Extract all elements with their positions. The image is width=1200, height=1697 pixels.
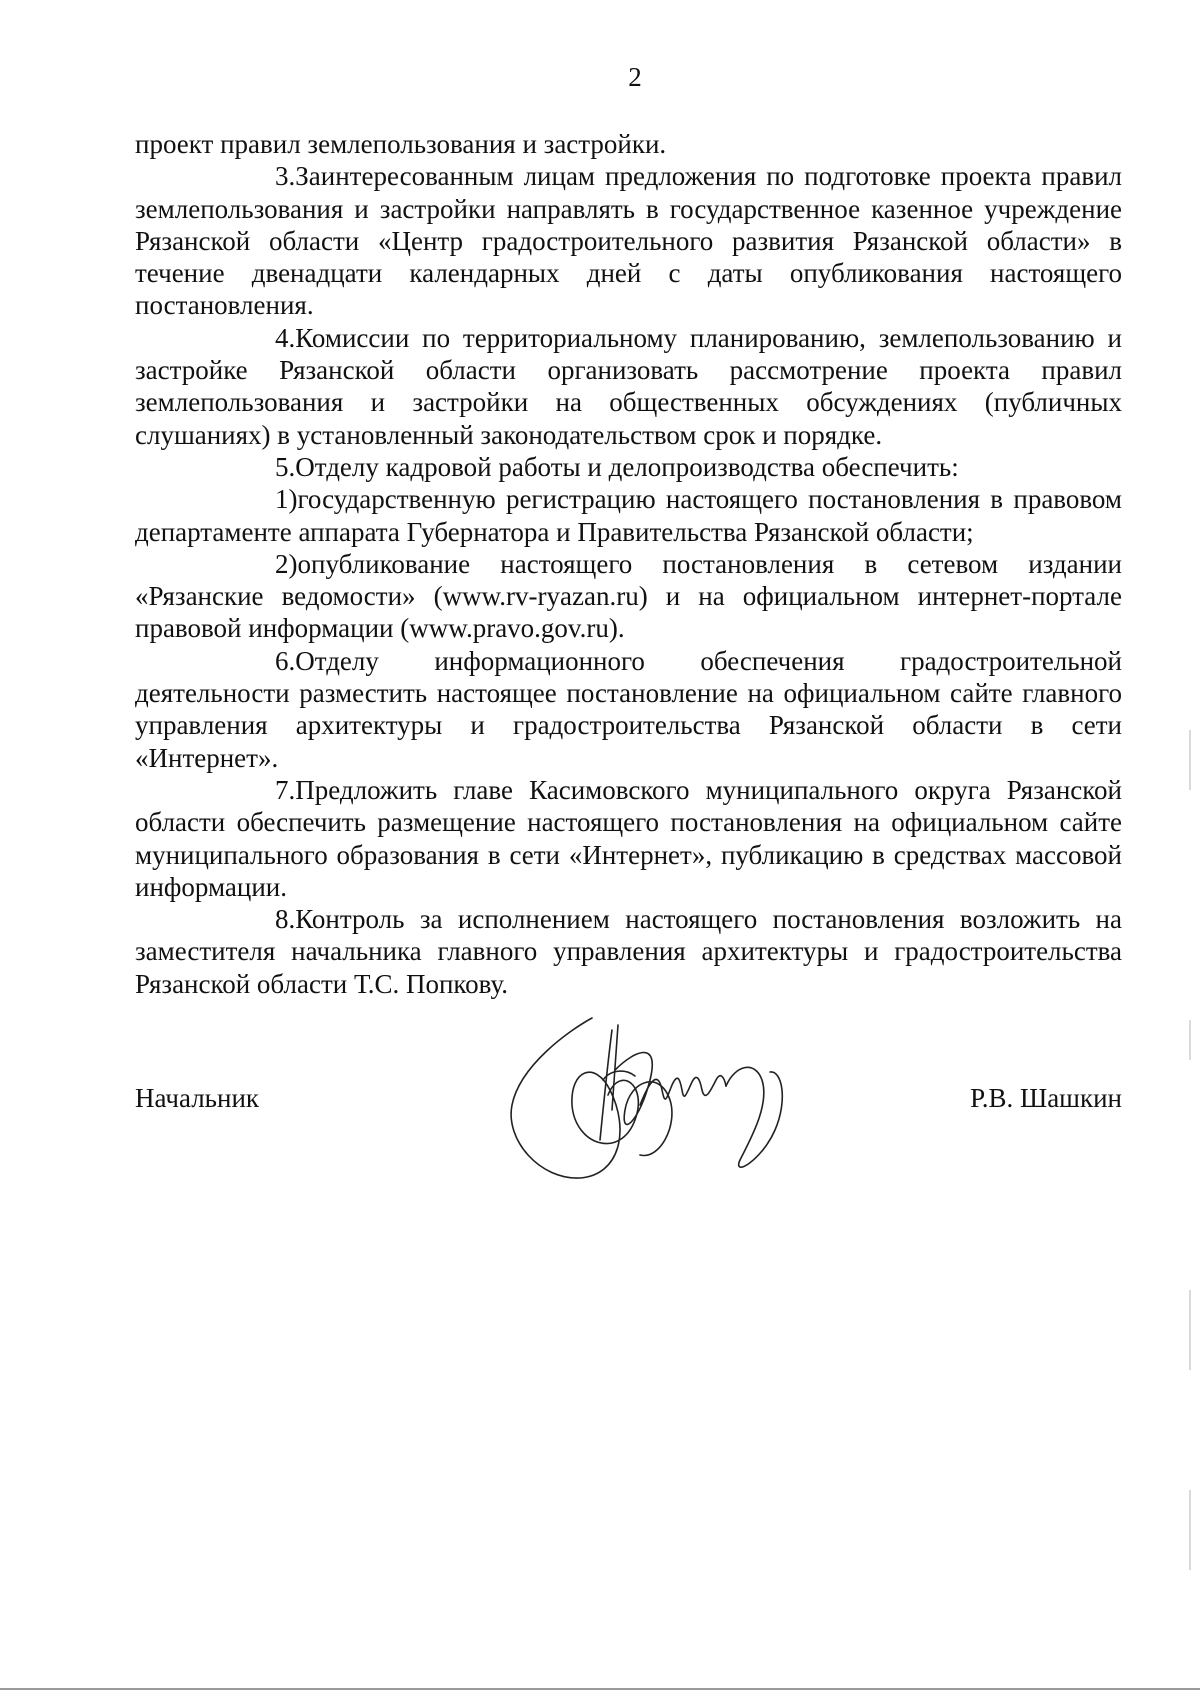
paragraph-number: 3. — [275, 161, 296, 192]
subparagraph-2 — [135, 548, 1122, 645]
signatory-position: Начальник — [135, 1083, 260, 1113]
paragraph-continuation — [135, 128, 1122, 160]
paragraph-text: Предложить главе Касимовского муниципального округа Рязанской области обеспечить размещение настоящего постановления на официальном сайте муниципального образования в сети «Интернет», публикацию в средствах массовой информации. — [135, 774, 1122, 902]
paragraph-number: 8. — [275, 904, 296, 935]
paragraph-text: государственную регистрацию настоящего постановления в правовом департаменте аппарата Губернатора и Правительства Рязанской области; — [135, 484, 1122, 547]
paragraph-8 — [135, 903, 1122, 1000]
paragraph-6 — [135, 645, 1122, 774]
paragraph-text: Комиссии по территориальному планированию, землепользованию и застройке Рязанской области организовать рассмотрение проекта правил землепользования и застройки на общественных обсуждениях (публичных слушаниях) в установленный законодательством срок и порядке. — [135, 322, 1122, 450]
document-body — [135, 128, 1122, 1000]
paragraph-text: Отделу информационного обеспечения градостроительной деятельности разместить настоящее постановление на официальном сайте главного управления архитектуры и градостроительства Рязанской области в сети «Интернет». — [135, 645, 1122, 773]
paragraph-text: проект правил землепользования и застройки. — [135, 129, 667, 159]
paragraph-text: опубликование настоящего постановления в сетевом издании «Рязанские ведомости» (www.rv-ryazan.ru) и на официальном интернет-портале правовой информации (www.pravo.gov.ru). — [135, 548, 1122, 644]
paragraph-number: 4. — [275, 322, 296, 353]
paragraph-4 — [135, 322, 1122, 451]
scan-bottom-edge — [0, 1688, 1200, 1690]
scan-edge-marks — [1189, 730, 1192, 1610]
page-number: 2 — [628, 62, 642, 92]
paragraph-number: 6. — [275, 645, 296, 676]
paragraph-text: Контроль за исполнением настоящего постановления возложить на заместителя начальника главного управления архитектуры и градостроительства Рязанской области Т.С. Попкову. — [135, 904, 1122, 999]
paragraph-5 — [135, 451, 1122, 483]
paragraph-number: 2) — [275, 548, 298, 579]
paragraph-text: Отделу кадровой работы и делопроизводства обеспечить: — [295, 451, 959, 482]
paragraph-number: 7. — [275, 774, 296, 805]
subparagraph-1 — [135, 483, 1122, 548]
paragraph-3 — [135, 160, 1122, 321]
paragraph-7 — [135, 774, 1122, 903]
signature-block — [135, 1083, 1122, 1114]
paragraph-number: 5. — [275, 451, 296, 482]
paragraph-number: 1) — [275, 484, 298, 515]
signatory-name: Р.В. Шашкин — [970, 1083, 1122, 1113]
paragraph-text: Заинтересованным лицам предложения по подготовке проекта правил землепользования и застройки направлять в государственное казенное учреждение Рязанской области «Центр градостроительного развития Рязанской области» в течение двенадцати календарных дней с даты опубликования настоящего постановления. — [135, 161, 1122, 321]
